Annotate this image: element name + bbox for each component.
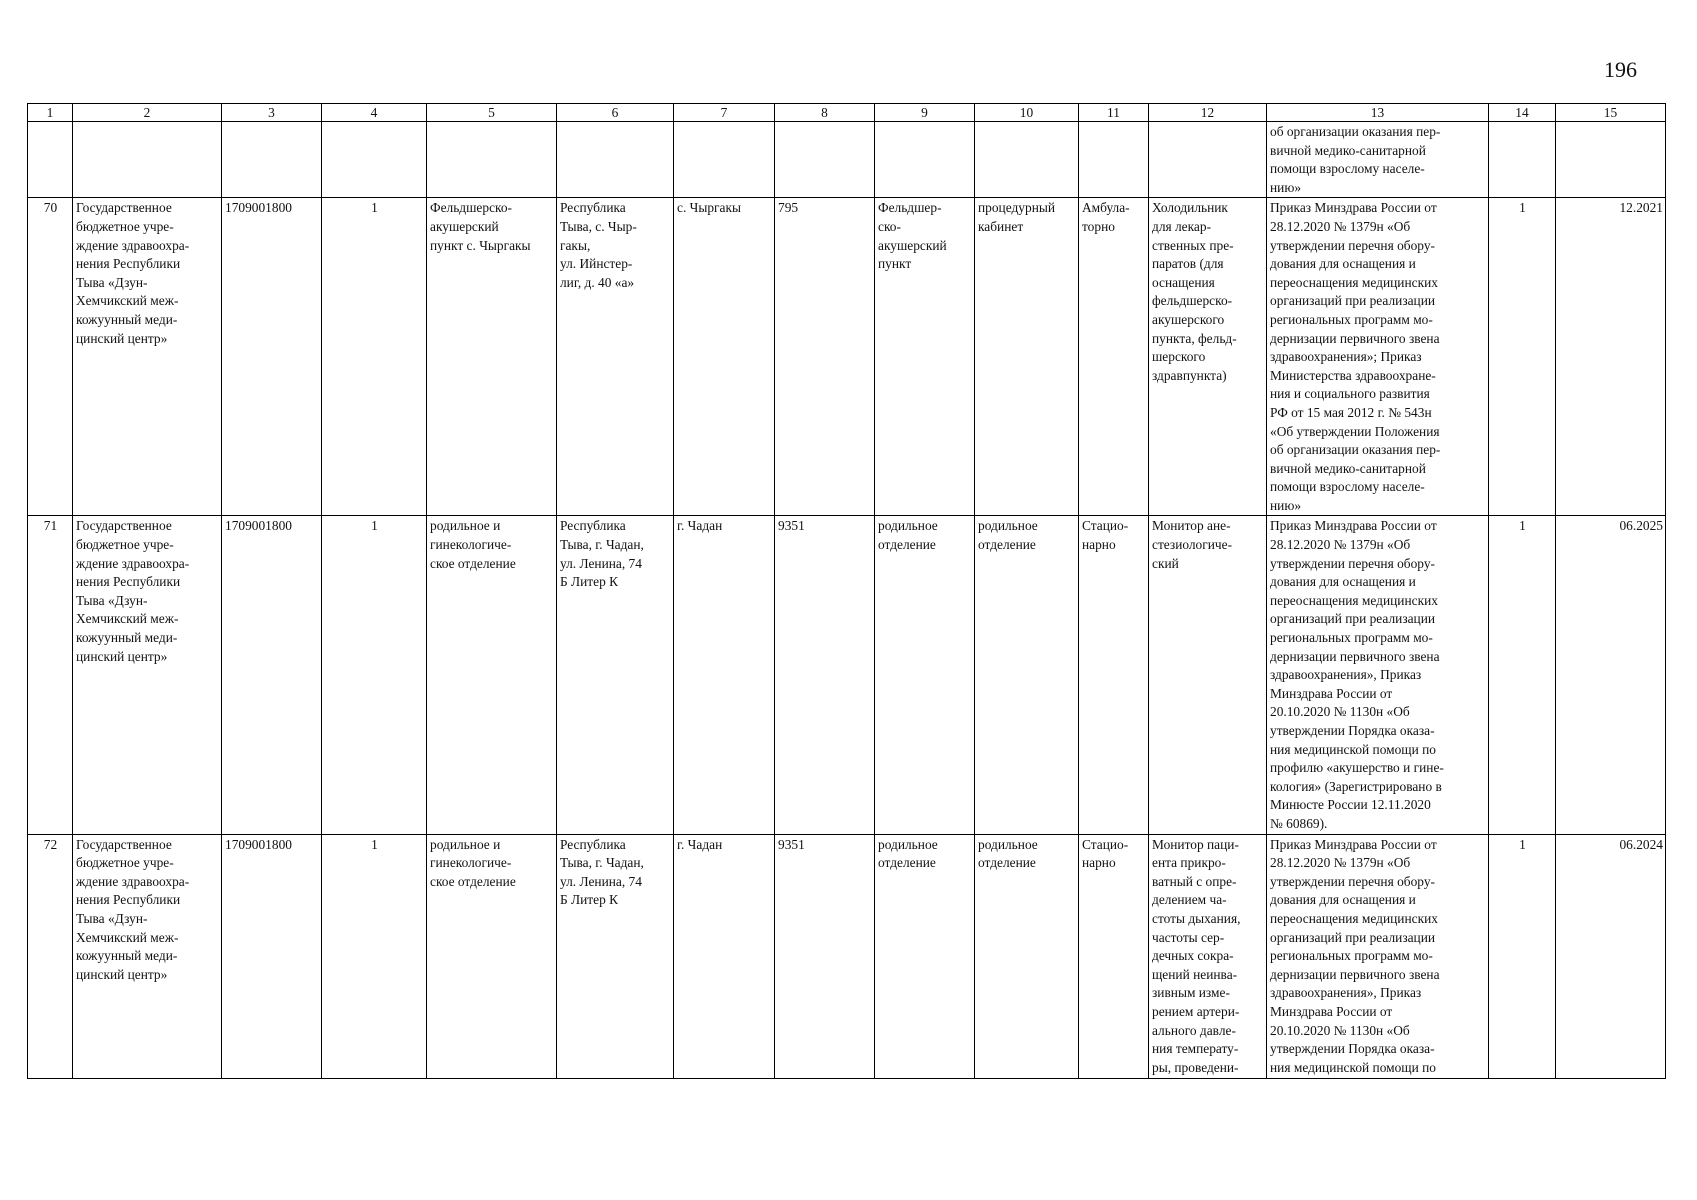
locality-cell: г. Чадан bbox=[674, 834, 775, 1078]
count-cell: 1 bbox=[322, 834, 427, 1078]
table-row bbox=[28, 516, 1666, 834]
quantity-cell: 1 bbox=[1489, 834, 1556, 1078]
unit-cell: родильное и гинекологиче- ское отделение bbox=[427, 834, 557, 1078]
empty-cell bbox=[322, 122, 427, 198]
empty-cell bbox=[1079, 122, 1149, 198]
empty-cell bbox=[674, 122, 775, 198]
quantity-cell: 1 bbox=[1489, 198, 1556, 516]
header-cell: 2 bbox=[73, 104, 222, 122]
organization-cell: Государственное бюджетное учре- ждение здравоохра- нения Республики Тыва «Дзун- Хемчикский меж- кожуунный меди- цинский центр» bbox=[73, 516, 222, 834]
equipment-cell: Холодильник для лекар- ственных пре- паратов (для оснащения фельдшерско- акушерского пункта, фельд- шерского здравпункта) bbox=[1149, 198, 1267, 516]
legal-basis-cell: об организации оказания пер- вичной медико-санитарной помощи взрослому населе- нию» bbox=[1267, 122, 1489, 198]
locality-cell: с. Чыргакы bbox=[674, 198, 775, 516]
header-cell: 9 bbox=[875, 104, 975, 122]
header-cell: 3 bbox=[222, 104, 322, 122]
header-cell: 5 bbox=[427, 104, 557, 122]
header-cell: 10 bbox=[975, 104, 1079, 122]
organization-cell: Государственное бюджетное учре- ждение здравоохра- нения Республики Тыва «Дзун- Хемчикский меж- кожуунный меди- цинский центр» bbox=[73, 834, 222, 1078]
empty-cell bbox=[775, 122, 875, 198]
care-form-cell: Стацио- нарно bbox=[1079, 834, 1149, 1078]
empty-cell bbox=[73, 122, 222, 198]
quantity-cell: 1 bbox=[1489, 516, 1556, 834]
empty-cell bbox=[28, 122, 73, 198]
header-cell: 15 bbox=[1556, 104, 1666, 122]
row-number-cell: 70 bbox=[28, 198, 73, 516]
header-cell: 13 bbox=[1267, 104, 1489, 122]
continuation-row bbox=[28, 122, 1666, 198]
unit-cell: Фельдшерско- акушерский пункт с. Чыргакы bbox=[427, 198, 557, 516]
date-cell: 06.2024 bbox=[1556, 834, 1666, 1078]
row-number-cell: 71 bbox=[28, 516, 73, 834]
page-number: 196 bbox=[1604, 57, 1637, 82]
room-cell: родильное отделение bbox=[975, 516, 1079, 834]
table-row bbox=[28, 198, 1666, 516]
department-cell: родильное отделение bbox=[875, 834, 975, 1078]
header-cell: 11 bbox=[1079, 104, 1149, 122]
header-cell: 6 bbox=[557, 104, 674, 122]
empty-cell bbox=[1149, 122, 1267, 198]
header-cell: 4 bbox=[322, 104, 427, 122]
address-cell: Республика Тыва, г. Чадан, ул. Ленина, 74 Б Литер К bbox=[557, 834, 674, 1078]
department-cell: родильное отделение bbox=[875, 516, 975, 834]
inn-cell: 1709001800 bbox=[222, 198, 322, 516]
count-cell: 1 bbox=[322, 198, 427, 516]
header-cell: 1 bbox=[28, 104, 73, 122]
code-cell: 9351 bbox=[775, 834, 875, 1078]
care-form-cell: Амбула- торно bbox=[1079, 198, 1149, 516]
legal-basis-cell: Приказ Минздрава России от 28.12.2020 № 1379н «Об утверждении перечня обору- дования для оснащения и переоснащения медицинских организаций при реализации региональных программ мо- дернизации первичного звена здравоохранения»; Приказ Министерства здравоохране- ния и социального развития РФ от 15 мая 2012 г. № 543н «Об утверждении Положения об организации оказания пер- вичной медико-санитарной помощи взрослому населе- нию» bbox=[1267, 198, 1489, 516]
address-cell: Республика Тыва, с. Чыр- гакы, ул. Ийнстер- лиг, д. 40 «а» bbox=[557, 198, 674, 516]
empty-cell bbox=[975, 122, 1079, 198]
legal-basis-cell: Приказ Минздрава России от 28.12.2020 № 1379н «Об утверждении перечня обору- дования для оснащения и переоснащения медицинских организаций при реализации региональных программ мо- дернизации первичного звена здравоохранения», Приказ Минздрава России от 20.10.2020 № 1130н «Об утверждении Порядка оказа- ния медицинской помощи по профилю «акушерство и гине- кология» (Зарегистрировано в Минюсте России 12.11.2020 № 60869). bbox=[1267, 516, 1489, 834]
empty-cell bbox=[222, 122, 322, 198]
unit-cell: родильное и гинекологиче- ское отделение bbox=[427, 516, 557, 834]
inn-cell: 1709001800 bbox=[222, 516, 322, 834]
count-cell: 1 bbox=[322, 516, 427, 834]
header-cell: 12 bbox=[1149, 104, 1267, 122]
address-cell: Республика Тыва, г. Чадан, ул. Ленина, 74 Б Литер К bbox=[557, 516, 674, 834]
department-cell: Фельдшер- ско- акушерский пункт bbox=[875, 198, 975, 516]
date-cell: 06.2025 bbox=[1556, 516, 1666, 834]
column-number-row bbox=[28, 104, 1666, 122]
table-row bbox=[28, 834, 1666, 1078]
date-cell: 12.2021 bbox=[1556, 198, 1666, 516]
care-form-cell: Стацио- нарно bbox=[1079, 516, 1149, 834]
empty-cell bbox=[1489, 122, 1556, 198]
header-cell: 14 bbox=[1489, 104, 1556, 122]
legal-basis-cell: Приказ Минздрава России от 28.12.2020 № 1379н «Об утверждении перечня обору- дования для оснащения и переоснащения медицинских организаций при реализации региональных программ мо- дернизации первичного звена здравоохранения», Приказ Минздрава России от 20.10.2020 № 1130н «Об утверждении Порядка оказа- ния медицинской помощи по bbox=[1267, 834, 1489, 1078]
equipment-table bbox=[27, 103, 1666, 1079]
row-number-cell: 72 bbox=[28, 834, 73, 1078]
header-cell: 8 bbox=[775, 104, 875, 122]
inn-cell: 1709001800 bbox=[222, 834, 322, 1078]
room-cell: родильное отделение bbox=[975, 834, 1079, 1078]
empty-cell bbox=[557, 122, 674, 198]
code-cell: 795 bbox=[775, 198, 875, 516]
organization-cell: Государственное бюджетное учре- ждение здравоохра- нения Республики Тыва «Дзун- Хемчикский меж- кожуунный меди- цинский центр» bbox=[73, 198, 222, 516]
equipment-cell: Монитор паци- ента прикро- ватный с опре- делением ча- стоты дыхания, частоты сер- дечных сокра- щений неинва- зивным изме- рением артери- ального давле- ния температу- ры, проведени- bbox=[1149, 834, 1267, 1078]
code-cell: 9351 bbox=[775, 516, 875, 834]
empty-cell bbox=[1556, 122, 1666, 198]
equipment-cell: Монитор ане- стезиологиче- ский bbox=[1149, 516, 1267, 834]
empty-cell bbox=[875, 122, 975, 198]
locality-cell: г. Чадан bbox=[674, 516, 775, 834]
header-cell: 7 bbox=[674, 104, 775, 122]
room-cell: процедурный кабинет bbox=[975, 198, 1079, 516]
empty-cell bbox=[427, 122, 557, 198]
